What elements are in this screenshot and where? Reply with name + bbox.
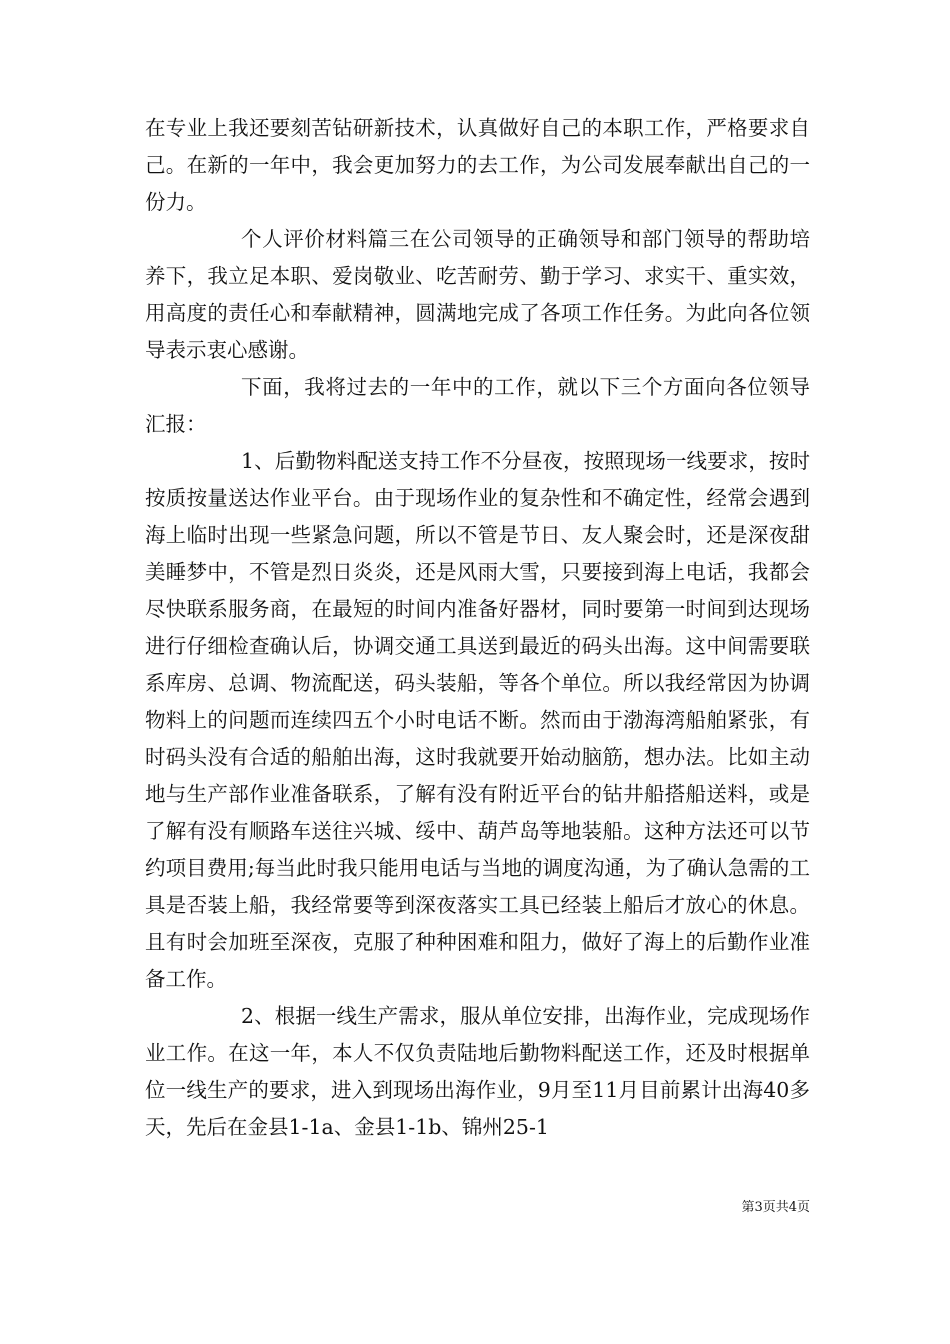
paragraph-5: 2、根据一线生产需求，服从单位安排，出海作业，完成现场作业工作。在这一年，本人不仅负责陆地后勤物料配送工作，还及时根据单位一线生产的要求，进入到现场出海作业，9月至11月目前累计出海40多天，先后在金县1-1a、金县1-1b、锦州25-1 xyxy=(145,1004,810,1139)
document-body xyxy=(145,110,810,1146)
paragraph-4: 1、后勤物料配送支持工作不分昼夜，按照现场一线要求，按时按质按量送达作业平台。由于现场作业的复杂性和不确定性，经常会遇到海上临时出现一些紧急问题，所以不管是节日、友人聚会时，还是深夜甜美睡梦中，不管是烈日炎炎，还是风雨大雪，只要接到海上电话，我都会尽快联系服务商，在最短的时间内准备好器材，同时要第一时间到达现场进行仔细检查确认后，协调交通工具送到最近的码头出海。这中间需要联系库房、总调、物流配送，码头装船，等各个单位。所以我经常因为协调物料上的问题而连续四五个小时电话不断。然而由于渤海湾船舶紧张，有时码头没有合适的船舶出海，这时我就要开始动脑筋，想办法。比如主动地与生产部作业准备联系，了解有没有附近平台的钻井船搭船送料，或是了解有没有顺路车送往兴城、绥中、葫芦岛等地装船。这种方法还可以节约项目费用;每当此时我只能用电话与当地的调度沟通，为了确认急需的工具是否装上船，我经常要等到深夜落实工具已经装上船后才放心的休息。且有时会加班至深夜，克服了种种困难和阻力，做好了海上的后勤作业准备工作。 xyxy=(145,449,810,991)
paragraph-3: 下面，我将过去的一年中的工作，就以下三个方面向各位领导汇报： xyxy=(145,375,810,436)
paragraph-1: 在专业上我还要刻苦钻研新技术，认真做好自己的本职工作，严格要求自己。在新的一年中，我会更加努力的去工作，为公司发展奉献出自己的一份力。 xyxy=(145,116,810,214)
page-number: 第3页共4页 xyxy=(741,1200,810,1215)
paragraph-2: 个人评价材料篇三在公司领导的正确领导和部门领导的帮助培养下，我立足本职、爱岗敬业、吃苦耐劳、勤于学习、求实干、重实效，用高度的责任心和奉献精神，圆满地完成了各项工作任务。为此向各位领导表示衷心感谢。 xyxy=(145,227,810,362)
